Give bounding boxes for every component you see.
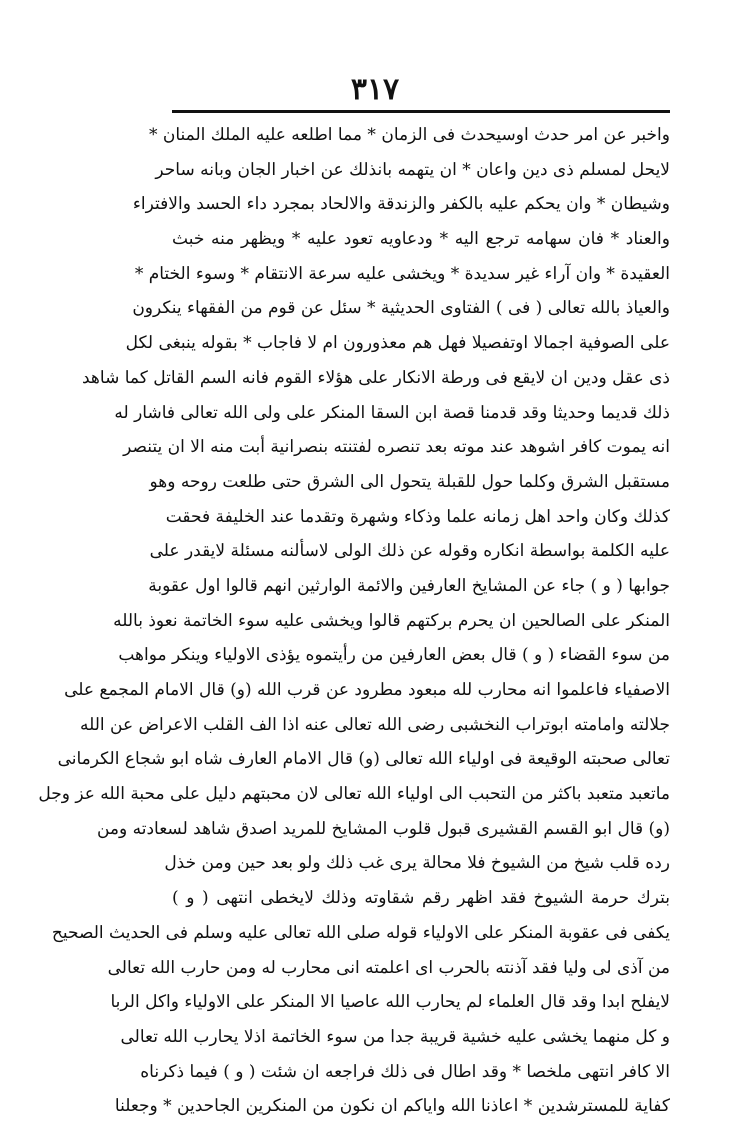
page-number: ٣١٧ [350,72,400,107]
text-line: المنكر على الصالحين ان يحرم بركتهم قالوا ويخشى عليه سوء الخاتمة نعوذ بالله [113,610,670,631]
text-line: يكفى فى عقوبة المنكر على الاولياء قوله صلى الله تعالى عليه وسلم فى الحديث الصحيح [51,922,670,943]
text-line: تعالى صحبته الوقيعة فى اولياء الله تعالى (و) قال الامام العارف شاه ابو شجاع الكرمانى [57,749,670,770]
text-line: والعياذ بالله تعالى ( فى ) الفتاوى الحديثية * سئل عن قوم من الفقهاء ينكرون [132,298,670,319]
text-line: بترك حرمة الشيوخ فقد اظهر رقم شقاوته وذلك لايخطى انتهى ( و ) [172,888,670,909]
text-line: انه يموت كافر اشوهد عند موته بعد تنصره لفتنته بنصرانية أبت منه الا ان يتنصر [123,437,670,458]
text-line: جلالته وامامته ابوتراب النخشبى رضى الله تعالى عنه اذا الف القلب الاعراض عن الله [79,714,670,735]
text-line: لايفلح ابدا وقد قال العلماء لم يحارب الله عاصيا الا المنكر على الاولياء واكل الربا [110,992,670,1013]
text-line: مستقبل الشرق وكلما حول للقبلة يتحول الى الشرق حتى طلعت روحه وهو [149,471,670,492]
text-line: رده قلب شيخ من الشيوخ فلا محالة يرى غب ذلك ولو بعد حين ومن خذل [164,853,670,874]
header-rule [172,110,670,113]
text-line: على الصوفية اجمالا اوتفصيلا فهل هم معذورون ام لا فاجاب * بقوله ينبغى لكل [125,333,670,354]
text-line: الاصفياء فاعلموا انه محارب لله مبعود مطرود عن قرب الله (و) قال الامام المجمع على [64,680,670,700]
text-line: ماتعبد متعبد باكثر من التحبب الى اولياء الله تعالى لان محبتهم دليل على محبة الله عز وجل [38,784,670,805]
text-line: واخبر عن امر حدث اوسيحدث فى الزمان * مما اطلعه عليه الملك المنان * [148,125,670,145]
text-line: لايحل لمسلم ذى دين واعان * ان يتهمه بانذلك عن اخبار الجان وبانه ساحر [155,159,670,180]
text-line: من سوء القضاء ( و ) قال بعض العارفين من رأيتموه يؤذى الاولياء وينكر مواهب [118,645,670,666]
text-line: وشيطان * وان يحكم عليه بالكفر والزندقة والالحاد بمجرد داء الحسد والافتراء [132,194,670,215]
text-line: و كل منهما يخشى عليه خشية قريبة جدا من سوء الخاتمة اذلا يحارب الله تعالى [120,1026,670,1047]
text-line: كفاية للمسترشدين * اعاذنا الله واياكم ان نكون من المنكرين الجاحدين * وجعلنا [114,1096,670,1117]
text-line: العقيدة * وان آراء غير سديدة * ويخشى عليه سرعة الانتقام * وسوء الختام * [134,263,670,284]
text-line: من آذى لى وليا فقد آذنته بالحرب اى اعلمته انى محارب له ومن حارب الله تعالى [107,957,670,978]
text-line: ذى عقل ودين ان لايقع فى ورطة الانكار على هؤلاء القوم فانه السم القاتل كما شاهد [82,367,670,388]
text-line: والعناد * فان سهامه ترجع اليه * ودعاويه تعود عليه * ويظهر منه خبث [172,229,670,250]
text-line: ذلك قديما وحديثا وقد قدمنا قصة ابن السقا المنكر على ولى الله تعالى فاشار له [114,402,670,423]
text-line: كذلك وكان واحد اهل زمانه علما وذكاء وشهرة وتقدما عند الخليفة فحقت [165,506,670,527]
text-line: الا كافر انتهى ملخصا * وقد اطال فى ذلك فراجعه ان شئت ( و ) فيما ذكرناه [140,1061,670,1082]
text-line: (و) قال ابو القسم القشيرى قبول قلوب المشايخ للمريد اصدق شاهد لسعادته ومن [96,818,670,839]
text-line: جوابها ( و ) جاء عن المشايخ العارفين والائمة الوارثين انهم قالوا اول عقوبة [148,575,670,596]
text-line: عليه الكلمة بواسطة انكاره وقوله عن ذلك الولى لاسألنه مسئلة لايقدر على [149,541,670,562]
body-text [38,118,670,1124]
